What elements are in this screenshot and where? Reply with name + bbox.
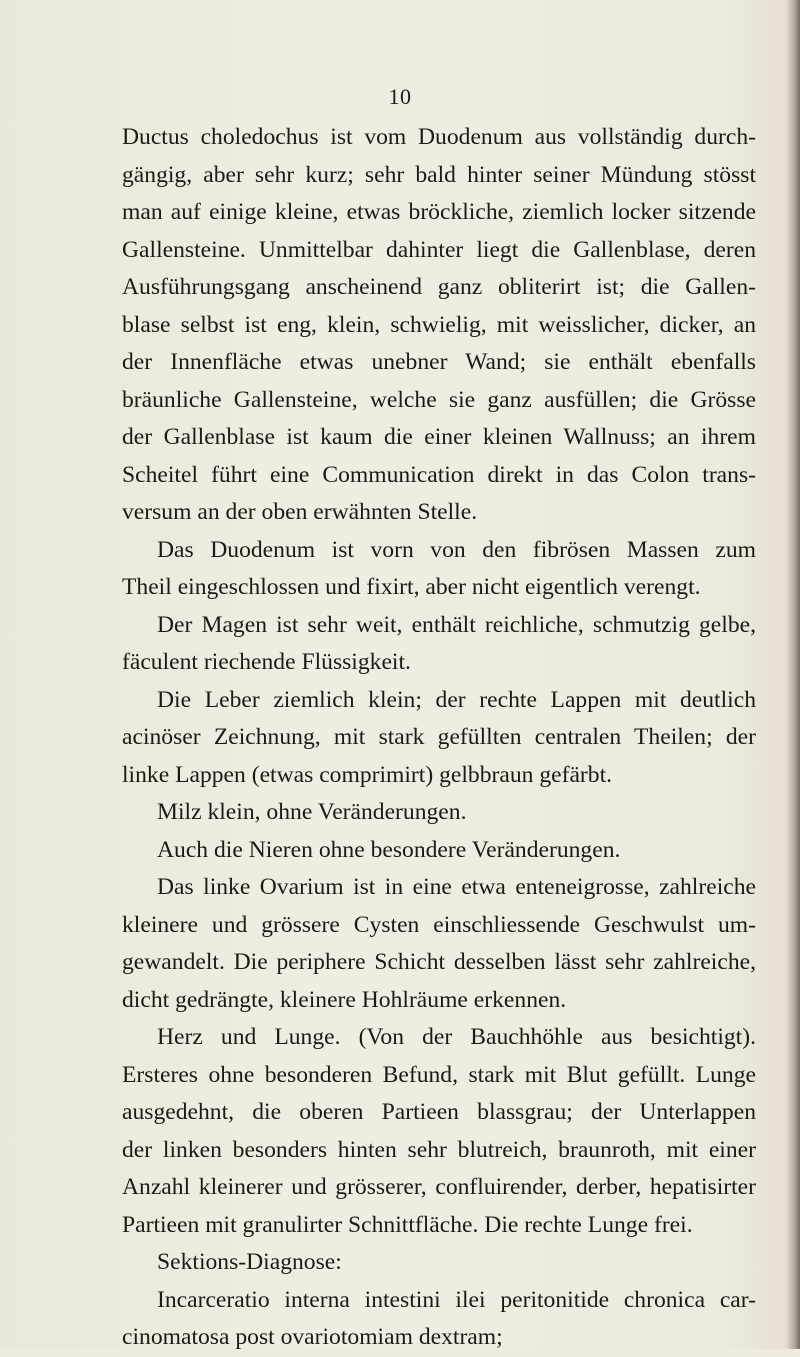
text-line: Incarceratio interna intestini ilei peritonitide chronica car-: [157, 1286, 756, 1313]
text-line: Auch die Nieren ohne besondere Veränderungen.: [157, 836, 621, 863]
text-line: Ausführungsgang anscheinend ganz obliterirt ist; die Gallen-: [122, 274, 756, 300]
text-line: Der Magen ist sehr weit, enthält reichliche, schmutzig gelbe,: [157, 611, 756, 638]
text-line: blase selbst ist eng, klein, schwielig, mit weisslicher, dicker, an: [122, 311, 756, 338]
text-line: Das linke Ovarium ist in eine etwa enteneigrosse, zahlreiche: [157, 874, 756, 900]
text-line: Ersteres ohne besonderen Befund, stark mit Blut gefüllt. Lunge: [122, 1061, 756, 1088]
text-line: Scheitel führt eine Communication direkt in das Colon trans-: [122, 461, 756, 488]
text-line: acinöser Zeichnung, mit stark gefüllten centralen Theilen; der: [122, 724, 756, 750]
text-line: ausgedehnt, die oberen Partieen blassgrau; der Unterlappen: [122, 1099, 756, 1125]
text-line: Ductus choledochus ist vom Duodenum aus vollständig durch-: [122, 124, 756, 150]
text-line: gängig, aber sehr kurz; sehr bald hinter seiner Mündung stösst: [122, 161, 756, 188]
text-line: der Innenfläche etwas unebner Wand; sie enthält ebenfalls: [122, 349, 756, 375]
text-line: der linken besonders hinten sehr blutreich, braunroth, mit einer: [122, 1136, 756, 1163]
text-line: Herz und Lunge. (Von der Bauchhöhle aus besichtigt).: [157, 1024, 756, 1050]
text-line: Sektions-Diagnose:: [157, 1249, 342, 1275]
text-line: Gallensteine. Unmittelbar dahinter liegt die Gallenblase, deren: [122, 236, 756, 263]
text-line: gewandelt. Die periphere Schicht desselben lässt sehr zahlreiche,: [122, 949, 756, 975]
text-line: versum an der oben erwähnten Stelle.: [122, 499, 478, 525]
text-line: man auf einige kleine, etwas bröckliche, ziemlich locker sitzende: [122, 199, 756, 225]
text-line: Die Leber ziemlich klein; der rechte Lappen mit deutlich: [157, 686, 756, 713]
text-line: kleinere und grössere Cysten einschliessende Geschwulst um-: [122, 911, 756, 938]
text-line: linke Lappen (etwas comprimirt) gelbbraun gefärbt.: [122, 761, 613, 788]
text-line: Theil eingeschlossen und fixirt, aber nicht eigentlich verengt.: [122, 574, 701, 600]
body-text: [122, 119, 756, 1357]
text-line: Das Duodenum ist vorn von den fibrösen Massen zum: [157, 536, 756, 563]
text-line: der Gallenblase ist kaum die einer kleinen Wallnuss; an ihrem: [122, 424, 756, 450]
text-line: Milz klein, ohne Veränderungen.: [157, 799, 467, 825]
page-number: 10: [388, 84, 412, 109]
page-edge-shadow: [786, 0, 800, 1349]
text-line: bräunliche Gallensteine, welche sie ganz ausfüllen; die Grösse: [122, 386, 756, 413]
text-line: Partieen mit granulirter Schnittfläche. Die rechte Lunge frei.: [122, 1211, 693, 1238]
text-line: fäculent riechende Flüssigkeit.: [122, 649, 411, 675]
text-line: dicht gedrängte, kleinere Hohlräume erkennen.: [122, 986, 567, 1013]
text-line: Anzahl kleinerer und grösserer, confluirender, derber, hepatisirter: [122, 1174, 756, 1200]
text-line: cinomatosa post ovariotomiam dextram;: [122, 1324, 503, 1350]
